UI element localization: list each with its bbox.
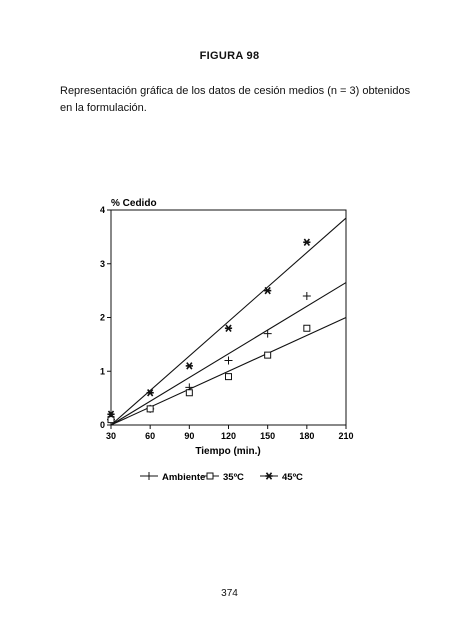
- plot-border: [111, 210, 346, 425]
- x-tick-label: 180: [299, 431, 315, 441]
- data-point-square: [186, 390, 192, 396]
- y-tick-label: 3: [99, 258, 105, 269]
- legend-marker-square: [207, 473, 213, 479]
- square: [207, 473, 213, 479]
- x-tick-label: 60: [145, 431, 156, 441]
- trendlines: [111, 218, 346, 425]
- y-axis-label: % Cedido: [111, 198, 157, 209]
- data-point-plus: [225, 357, 233, 365]
- legend-marker-plus: [145, 472, 153, 480]
- square: [265, 352, 271, 358]
- figure-title: FIGURA 98: [199, 50, 260, 62]
- x-tick-label: 150: [260, 431, 276, 441]
- square: [226, 374, 232, 380]
- y-tick-label: 4: [99, 205, 105, 215]
- y-tick-label: 2: [99, 312, 105, 323]
- x-axis-label: Tiempo (min.): [195, 446, 261, 457]
- legend-label: 35ºC: [223, 472, 244, 483]
- page-number: 374: [221, 588, 238, 599]
- legend-marker-asterisk: [265, 473, 272, 479]
- x-tick-label: 30: [105, 431, 117, 441]
- data-point-plus: [303, 292, 311, 300]
- data-point-square: [226, 374, 232, 380]
- trendline-asterisk: [111, 218, 346, 425]
- data-point-square: [265, 352, 271, 358]
- data-point-square: [304, 325, 310, 331]
- data-point-asterisk: [303, 239, 310, 245]
- square: [304, 325, 310, 331]
- legend-label: 45ºC: [282, 472, 303, 483]
- y-tick-label: 0: [99, 420, 105, 430]
- y-tick-label: 1: [99, 366, 105, 377]
- figure-caption: Representación gráfica de los datos de cesión medios (n = 3) obtenidos en la formulación.: [60, 85, 411, 114]
- plot-frame: [111, 210, 346, 425]
- x-tick-label: 120: [220, 431, 237, 441]
- data-markers: [107, 239, 311, 424]
- data-point-asterisk: [186, 363, 193, 369]
- square: [147, 406, 153, 412]
- data-point-plus: [264, 330, 272, 338]
- data-point-asterisk: [225, 325, 232, 331]
- trendline-plus: [111, 283, 346, 425]
- legend-label: Ambiente: [162, 472, 206, 483]
- data-point-square: [147, 406, 153, 412]
- chart-legend: [140, 472, 303, 483]
- x-tick-label: 210: [338, 431, 354, 441]
- x-tick-label: 90: [184, 431, 195, 441]
- data-point-asterisk: [264, 287, 271, 293]
- square: [186, 390, 192, 396]
